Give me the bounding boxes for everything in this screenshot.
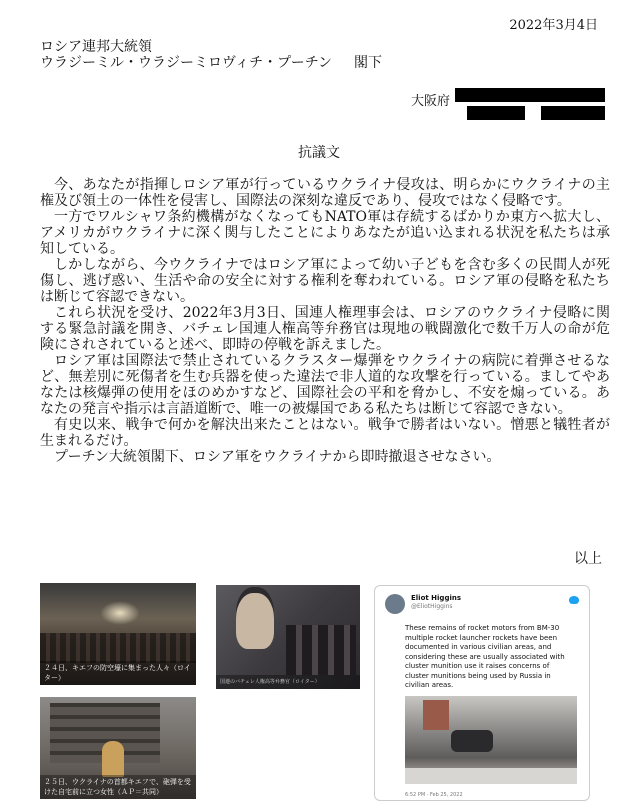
recipient-title: ロシア連邦大統領	[40, 39, 152, 55]
photo-bachelet	[216, 585, 360, 689]
redaction-bar	[455, 88, 605, 102]
paragraph: ロシア軍は国際法で禁止されているクラスター爆弾をウクライナの病院に着弾させるなど、無差別に死傷者を生む兵器を使った違法で非人道的な攻撃を行っている。ましてやあなたは核爆弾の使用をほのめかすなど、国際社会の平和を脅かし、不安を煽っている。あなたの発言や指示は言語道断で、唯一の被爆国である私たちは断じて容認できない。	[40, 353, 610, 417]
shelter-light	[100, 601, 140, 625]
tweet-card	[374, 585, 590, 801]
paragraph: しかしながら、今ウクライナではロシア軍によって幼い子どもを含む多くの民間人が死傷し、逃げ惑い、生活や命の安全に対する権利を奪われている。ロシア軍の侵略を私たちは断じて容認できない。	[40, 257, 610, 305]
redaction-bar	[467, 106, 525, 120]
tweet-image	[405, 696, 577, 784]
snow-ground	[405, 768, 577, 784]
car	[451, 730, 493, 752]
background-people	[286, 625, 356, 675]
paragraph: プーチン大統領閣下、ロシア軍をウクライナから即時撤退させなさい。	[54, 449, 501, 465]
photo-caption: ２５日、ウクライナの首都キエフで、砲弾を受けた自宅前に立つ女性（ＡＰ＝共同）	[40, 775, 196, 799]
letter-body	[40, 177, 610, 465]
woman-portrait	[236, 593, 274, 649]
tweet-handle: @EliotHiggins	[411, 603, 453, 610]
building	[423, 700, 449, 730]
woman-figure	[102, 741, 124, 777]
avatar	[385, 594, 405, 614]
letter-title: 抗議文	[298, 145, 340, 161]
photo-shelter	[40, 583, 196, 685]
crowd-silhouettes	[40, 633, 196, 663]
redaction-bar	[541, 106, 605, 120]
paragraph: 今、あなたが指揮しロシア軍が行っているウクライナ侵攻は、明らかにウクライナの主権及び領土の一体性を侵害し、国際法の深刻な違反であり、侵攻ではなく侵略です。	[40, 177, 610, 209]
paragraph: 有史以来、戦争で何かを解決出来たことはない。戦争で勝者はいない。憎悪と犠牲者が生まれるだけ。	[40, 417, 610, 449]
paragraph: 一方でワルシャワ条約機構がなくなってもNATO軍は存続するばかりか東方へ拡大し、アメリカがウクライナに深く関与したことによりあなたが追い込まれる状況を私たちは承知している。	[40, 209, 610, 257]
recipient-honorific: 閣下	[354, 55, 382, 71]
tweet-text: These remains of rocket motors from BM-30 multiple rocket launcher rockets have been documented in various civilian areas, and considering these are usually associated with cluster munition use it raises concerns of cluster munitions being used by Russia in civilian areas.	[405, 624, 565, 689]
paragraph: これら状況を受け、2022年3月3日、国連人権理事会は、ロシアのウクライナ侵略に関する緊急討議を開き、バチェレ国連人権高等弁務官は現地の戦闘激化で数千万人の命が危険にされされていると述べ、即時の停戦を訴えました。	[40, 305, 610, 353]
photo-caption: ２４日、キエフの防空壕に集まった人々（ロイター）	[40, 661, 196, 685]
sender-prefecture: 大阪府	[411, 94, 451, 109]
closing-mark: 以上	[574, 551, 602, 567]
tweet-author: Eliot Higgins	[411, 594, 462, 602]
photo-caption: 国連のバチェレ人権高等弁務官（ロイター）	[216, 675, 360, 689]
photo-damaged-building	[40, 697, 196, 799]
letter-date: 2022年3月4日	[509, 18, 598, 33]
recipient-name: ウラジーミル・ウラジーミロヴィチ・プーチン	[40, 55, 333, 71]
tweet-timestamp: 6:52 PM · Feb 25, 2022	[405, 792, 463, 798]
twitter-bird-icon	[569, 596, 579, 604]
